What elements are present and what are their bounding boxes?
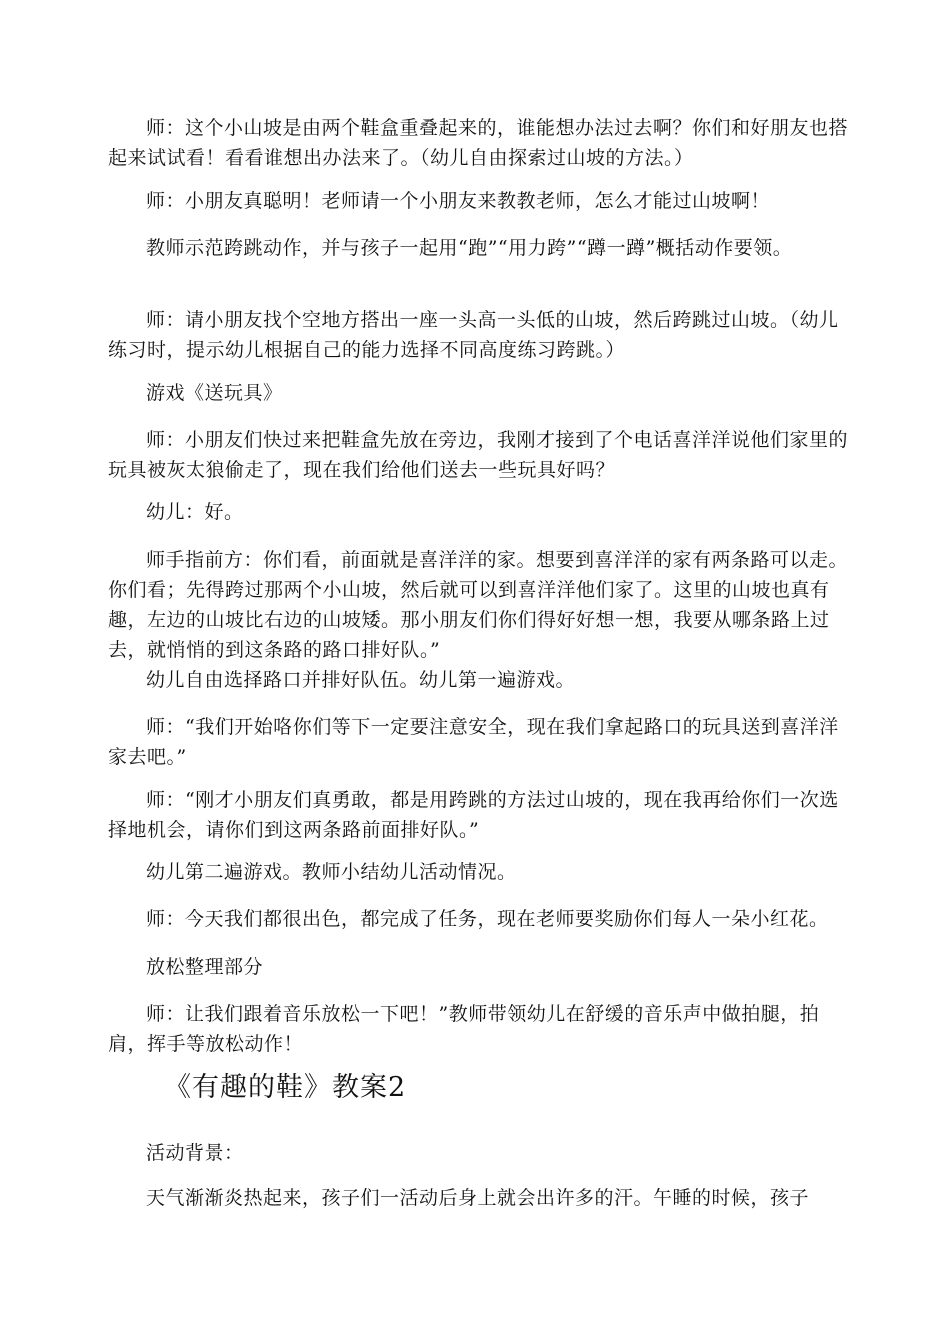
paragraph: 天气渐渐炎热起来，孩子们一活动后身上就会出许多的汗。午睡的时候，孩子 <box>146 1187 810 1209</box>
paragraph: 放松整理部分 <box>146 956 264 978</box>
paragraph: 师：小朋友真聪明！老师请一个小朋友来教教老师，怎么才能过山坡啊！ <box>146 190 771 212</box>
paragraph: 师：让我们跟着音乐放松一下吧！”教师带领幼儿在舒缓的音乐声中做拍腿，拍肩，挥手等放松动作！ <box>108 1003 820 1055</box>
paragraph: 师：“刚才小朋友们真勇敢，都是用跨跳的方法过山坡的，现在我再给你们一次选择地机会，请你们到这两条路前面排好队。” <box>108 789 839 841</box>
paragraph: 师：这个小山坡是由两个鞋盒重叠起来的，谁能想办法过去啊？你们和好朋友也搭起来试试看！看看谁想出办法来了。（幼儿自由探索过山坡的方法。） <box>108 117 849 169</box>
paragraph: 幼儿第二遍游戏。教师小结幼儿活动情况。 <box>146 861 517 883</box>
paragraph: 教师示范跨跳动作，并与孩子一起用“跑”“用力跨”“蹲一蹲”概括动作要领。 <box>146 237 793 259</box>
paragraph: 师：小朋友们快过来把鞋盒先放在旁边，我刚才接到了个电话喜洋洋说他们家里的玩具被灰太狼偷走了，现在我们给他们送去一些玩具好吗？ <box>108 429 849 481</box>
paragraph: 幼儿自由选择路口并排好队伍。幼儿第一遍游戏。 <box>146 669 576 691</box>
paragraph: 师手指前方：你们看，前面就是喜洋洋的家。想要到喜洋洋的家有两条路可以走。你们看；先得跨过那两个小山坡，然后就可以到喜洋洋他们家了。这里的山坡也真有趣，左边的山坡比右边的山坡矮。那小朋友们你们得好好想一想，我要从哪条路上过去，就悄悄的到这条路的路口排好队。” <box>108 549 849 661</box>
section-heading: 《有趣的鞋》教案2 <box>164 1072 407 1103</box>
paragraph: 活动背景： <box>146 1142 244 1164</box>
paragraph: 师：请小朋友找个空地方搭出一座一头高一头低的山坡，然后跨跳过山坡。（幼儿练习时，提示幼儿根据自己的能力选择不同高度练习跨跳。） <box>108 309 839 361</box>
paragraph: 师：“我们开始咯你们等下一定要注意安全，现在我们拿起路口的玩具送到喜洋洋家去吧。” <box>108 716 839 768</box>
paragraph: 幼儿：好。 <box>146 501 244 523</box>
paragraph: 游戏《送玩具》 <box>146 382 283 404</box>
paragraph: 师：今天我们都很出色，都完成了任务，现在老师要奖励你们每人一朵小红花。 <box>146 908 829 930</box>
